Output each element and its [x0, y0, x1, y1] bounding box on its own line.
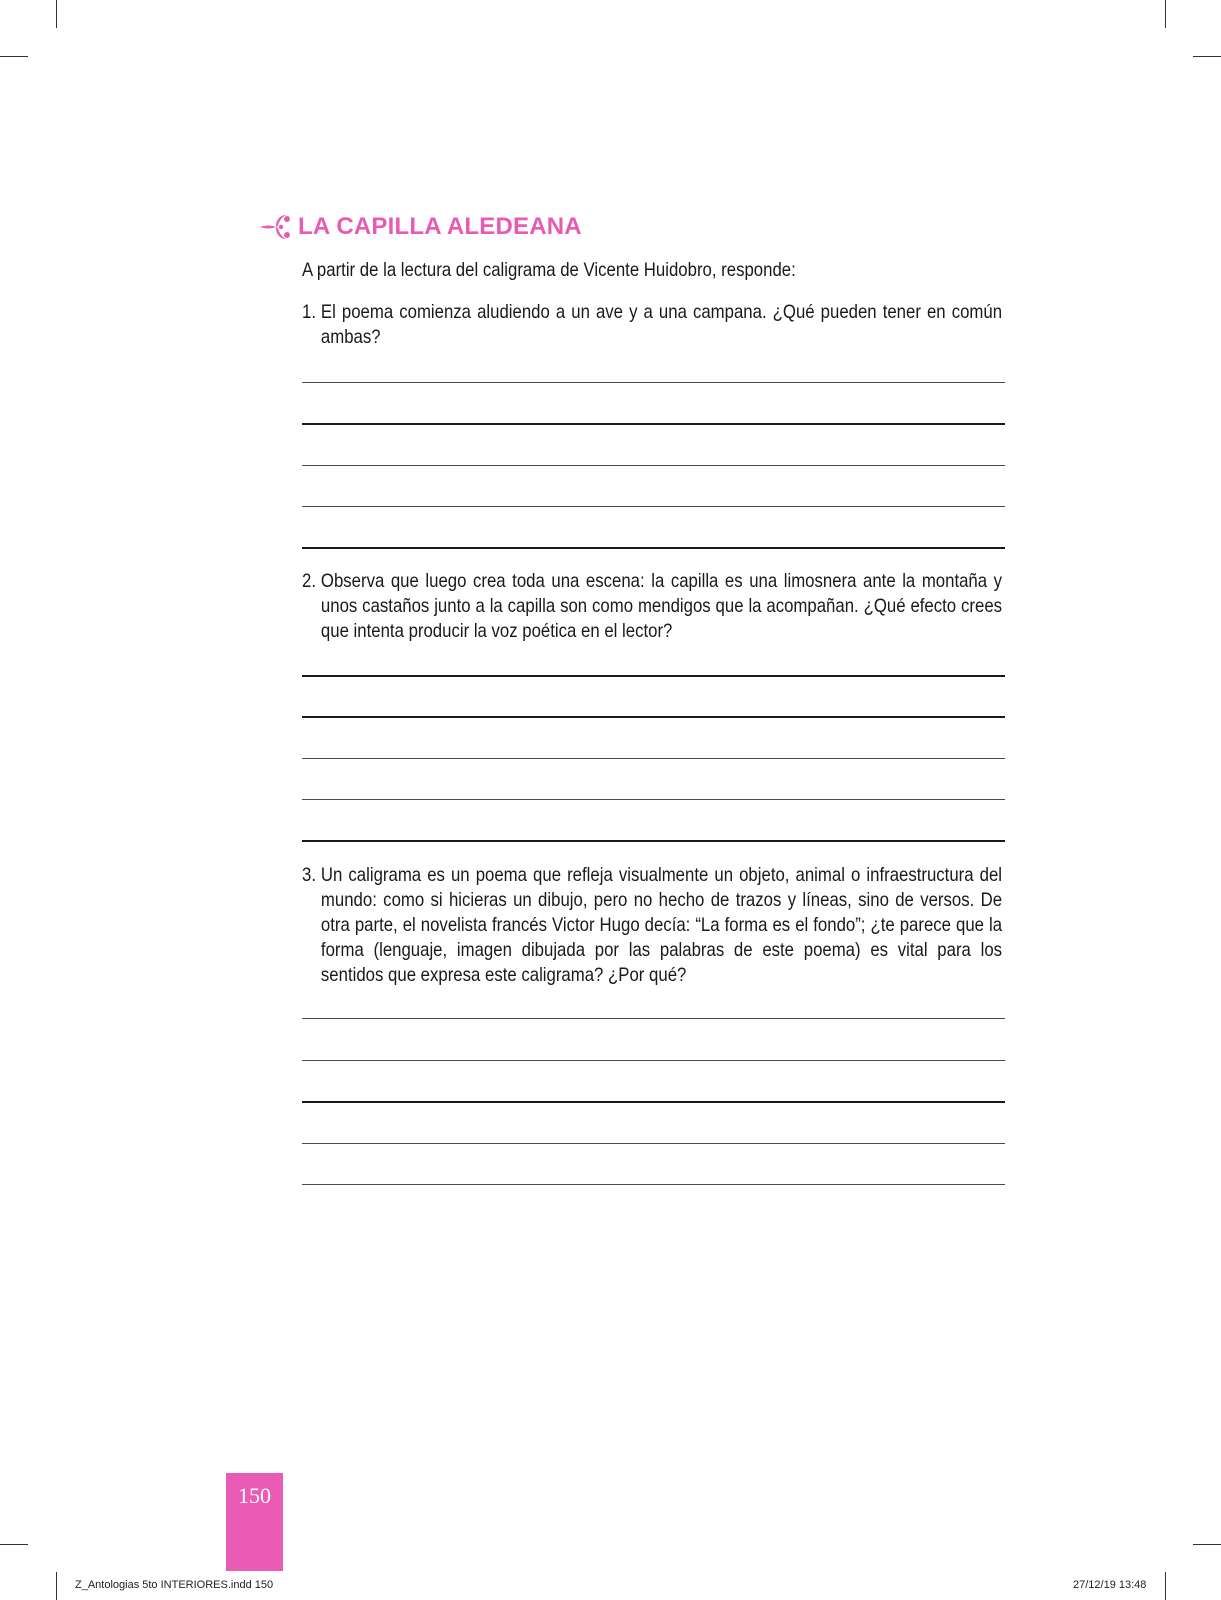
crop-mark — [56, 1572, 57, 1600]
intro-text: A partir de la lectura del caligrama de Vicente Huidobro, responde: — [302, 259, 796, 281]
question-number: 3. — [302, 864, 316, 886]
crop-mark — [0, 56, 28, 57]
crop-mark — [1193, 56, 1221, 57]
answer-line[interactable] — [302, 799, 1005, 800]
crop-mark — [0, 1544, 28, 1545]
section-header — [258, 210, 582, 244]
question-1 — [302, 300, 1002, 350]
answer-line[interactable] — [302, 547, 1005, 549]
crop-mark — [1165, 1572, 1166, 1600]
crop-mark — [1165, 0, 1166, 28]
question-number: 1. — [302, 301, 316, 323]
question-text: El poema comienza aludiendo a un ave y a una campana. ¿Qué pueden tener en común ambas? — [320, 301, 1003, 348]
question-2 — [302, 569, 1002, 644]
question-text: Un caligrama es un poema que refleja visualmente un objeto, animal o infraestructura del mundo: como si hicieras un dibujo, pero no hecho de trazos y líneas, sino de versos. De otra parte, el novelista francés Victor Hugo decía: “La forma es el fondo”; ¿te parece que la forma (lenguaje, imagen dibujada por las palabras de este poema) es vital para los sentidos que expresa este caligrama? ¿Por qué? — [320, 864, 1003, 986]
page-title: LA CAPILLA ALEDEANA — [298, 213, 582, 240]
question-text: Observa que luego crea toda una escena: la capilla es una limosnera ante la montaña y unos castaños junto a la capilla son como mendigos que la acompañan. ¿Qué efecto crees que intenta producir la voz poética en el lector? — [320, 570, 1003, 642]
question-3 — [302, 863, 1002, 988]
answer-line[interactable] — [302, 1101, 1005, 1103]
answer-line[interactable] — [302, 465, 1005, 466]
crop-mark — [1193, 1544, 1221, 1545]
answer-line[interactable] — [302, 716, 1005, 718]
answer-line[interactable] — [302, 840, 1005, 842]
answer-line[interactable] — [302, 1018, 1005, 1019]
print-timestamp: 27/12/19 13:48 — [1073, 1579, 1147, 1591]
answer-line[interactable] — [302, 382, 1005, 383]
fleur-ornament-icon — [258, 210, 292, 244]
file-slug: Z_Antologias 5to INTERIORES.indd 150 — [75, 1579, 274, 1591]
answer-line[interactable] — [302, 675, 1005, 677]
page-number-tab — [226, 1473, 283, 1571]
question-number: 2. — [302, 570, 316, 592]
page-number: 150 — [238, 1483, 271, 1508]
answer-line[interactable] — [302, 1060, 1005, 1061]
answer-line[interactable] — [302, 1184, 1005, 1185]
answer-line[interactable] — [302, 506, 1005, 507]
answer-line[interactable] — [302, 1143, 1005, 1144]
answer-line[interactable] — [302, 758, 1005, 759]
crop-mark — [56, 0, 57, 28]
answer-line[interactable] — [302, 423, 1005, 425]
